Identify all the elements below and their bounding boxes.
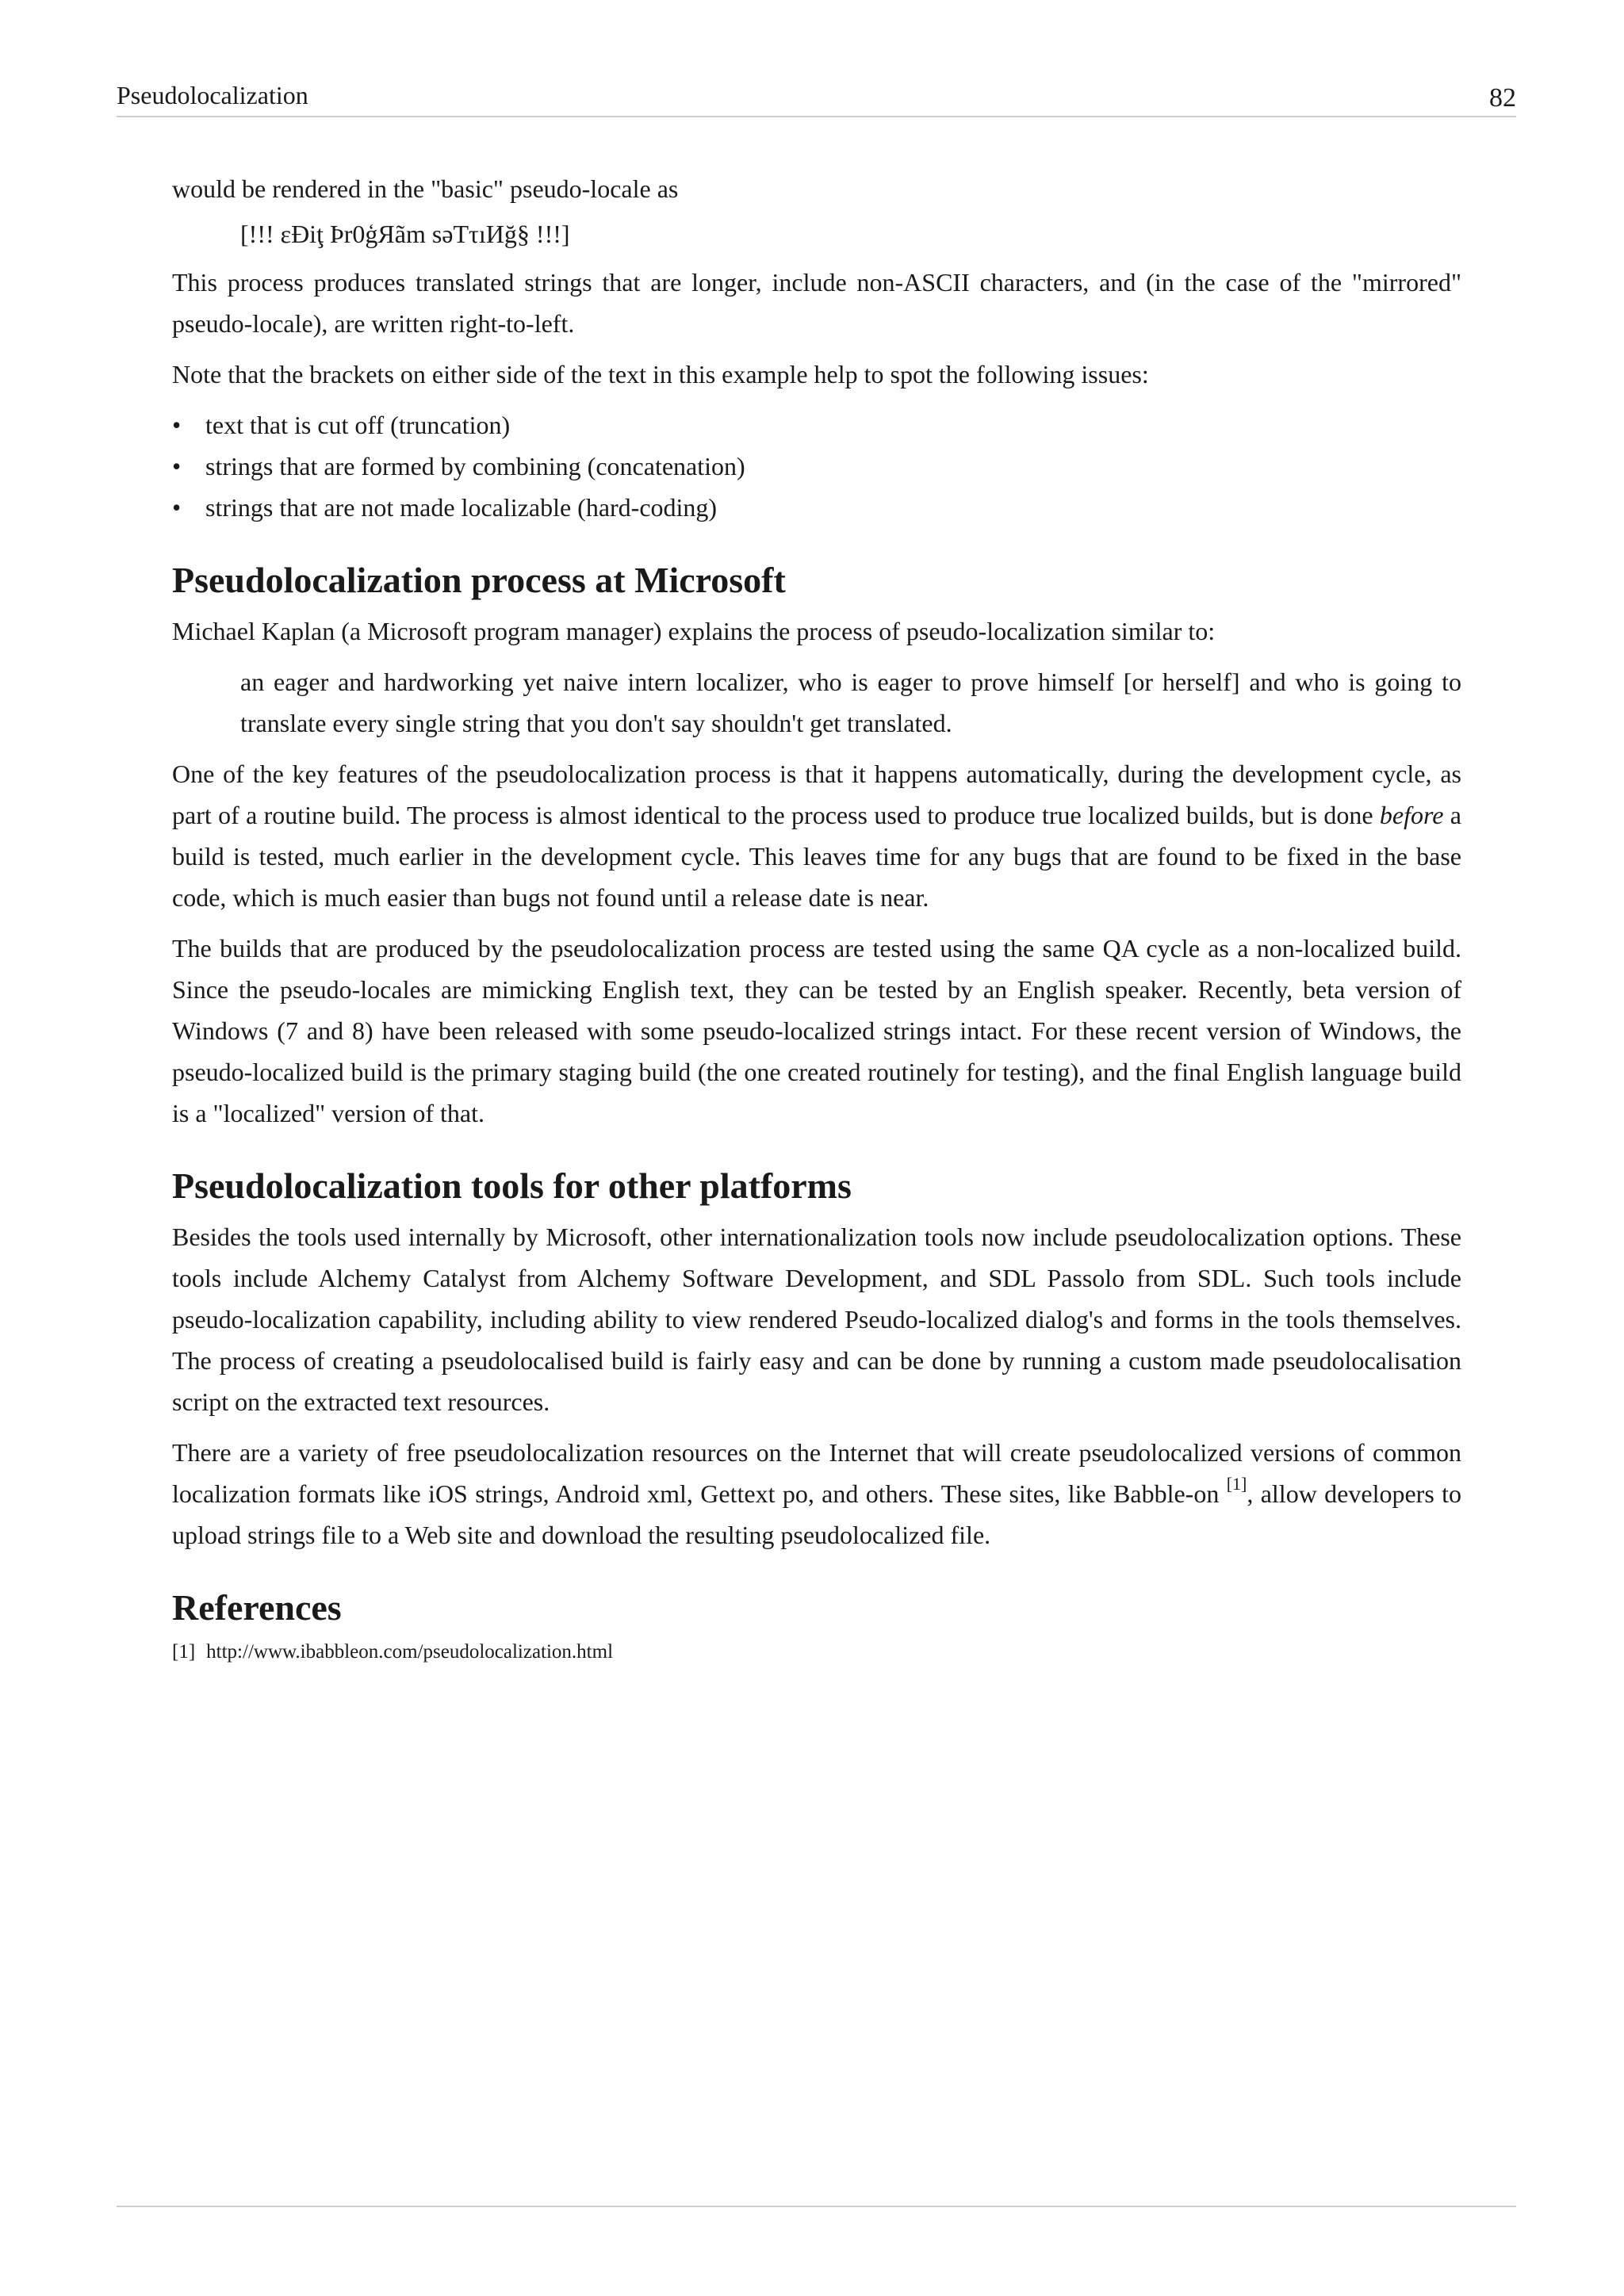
reference-item bbox=[172, 1638, 1461, 1667]
list-item: • text that is cut off (truncation) bbox=[172, 404, 1461, 446]
page-header bbox=[117, 79, 1516, 117]
list-item: • strings that are not made localizable (hard-coding) bbox=[172, 487, 1461, 528]
reference-number: [1] bbox=[172, 1641, 196, 1663]
tools-paragraph-1: Besides the tools used internally by Microsoft, other internationalization tools now include pseudolocalization options. These tools include Alchemy Catalyst from Alchemy Software Development, and SDL Passolo from SDL. Such tools include pseudo-localization capability, including ability to view rendered Pseudo-localized dialog's and forms in the tools themselves. The process of creating a pseudolocalised build is fairly easy and can be done by running a custom made pseudolocalisation script on the extracted text resources. bbox=[172, 1223, 1461, 1416]
section-heading-references: References bbox=[172, 1587, 342, 1628]
reference-url-link[interactable]: http://www.ibabbleon.com/pseudolocalization.html bbox=[206, 1641, 614, 1663]
citation-link-1[interactable]: [1] bbox=[1226, 1474, 1247, 1494]
section-heading-tools: Pseudolocalization tools for other platforms bbox=[172, 1165, 852, 1206]
pseudo-locale-example: [!!! εÐiţ Þr0ģЯãm səTτıИğ§ !!!] bbox=[240, 220, 570, 248]
text-run: There are a variety of free pseudolocalization resources on the Internet that will create pseudolocalized versions of common localization formats like iOS strings, Android xml, Gettext po, and others. These sites, like Babble-on bbox=[172, 1438, 1461, 1508]
page-number: 82 bbox=[1489, 83, 1516, 113]
microsoft-paragraph-1: Michael Kaplan (a Microsoft program manager) explains the process of pseudo-localization similar to: bbox=[172, 617, 1216, 645]
microsoft-paragraph-2 bbox=[172, 753, 1461, 918]
text-run: One of the key features of the pseudolocalization process is that it happens automatically, during the development cycle, as part of a routine build. The process is almost identical to the process used to produce true localized builds, but is done bbox=[172, 760, 1461, 829]
page-footer-rule bbox=[117, 2206, 1516, 2207]
issues-list bbox=[172, 404, 1461, 528]
intro-paragraph-1: This process produces translated strings that are longer, include non-ASCII characters, and (in the case of the "mirrored" pseudo-locale), are written right-to-left. bbox=[172, 268, 1461, 338]
section-heading-microsoft: Pseudolocalization process at Microsoft bbox=[172, 560, 786, 600]
intro-lead: would be rendered in the "basic" pseudo-locale as bbox=[172, 174, 679, 203]
running-title: Pseudolocalization bbox=[117, 81, 308, 109]
page-content bbox=[172, 168, 1461, 1667]
text-run: , allow developers to upload strings file to a Web site and download the resulting pseudolocalized file. bbox=[172, 1479, 1462, 1549]
emphasis-before: before bbox=[1379, 801, 1444, 829]
microsoft-paragraph-3: The builds that are produced by the pseudolocalization process are tested using the same QA cycle as a non-localized build. Since the pseudo-locales are mimicking English text, they can be tested by an English speaker. Recently, beta version of Windows (7 and 8) have been released with some pseudo-localized strings intact. For these recent version of Windows, the pseudo-localized build is the primary staging build (the one created routinely for testing), and the final English language build is a "localized" version of that. bbox=[172, 934, 1461, 1127]
tools-paragraph-2 bbox=[172, 1432, 1461, 1556]
text-run: a build is tested, much earlier in the development cycle. This leaves time for any bugs that are found to be fixed in the base code, which is much easier than bugs not found until a release date is near. bbox=[172, 801, 1462, 912]
reference-list bbox=[172, 1638, 1461, 1667]
block-quote: an eager and hardworking yet naive intern localizer, who is eager to prove himself [or herself] and who is going to translate every single string that you don't say shouldn't get translated. bbox=[240, 668, 1461, 737]
list-item: • strings that are formed by combining (concatenation) bbox=[172, 446, 1461, 487]
intro-paragraph-2: Note that the brackets on either side of the text in this example help to spot the following issues: bbox=[172, 360, 1149, 388]
